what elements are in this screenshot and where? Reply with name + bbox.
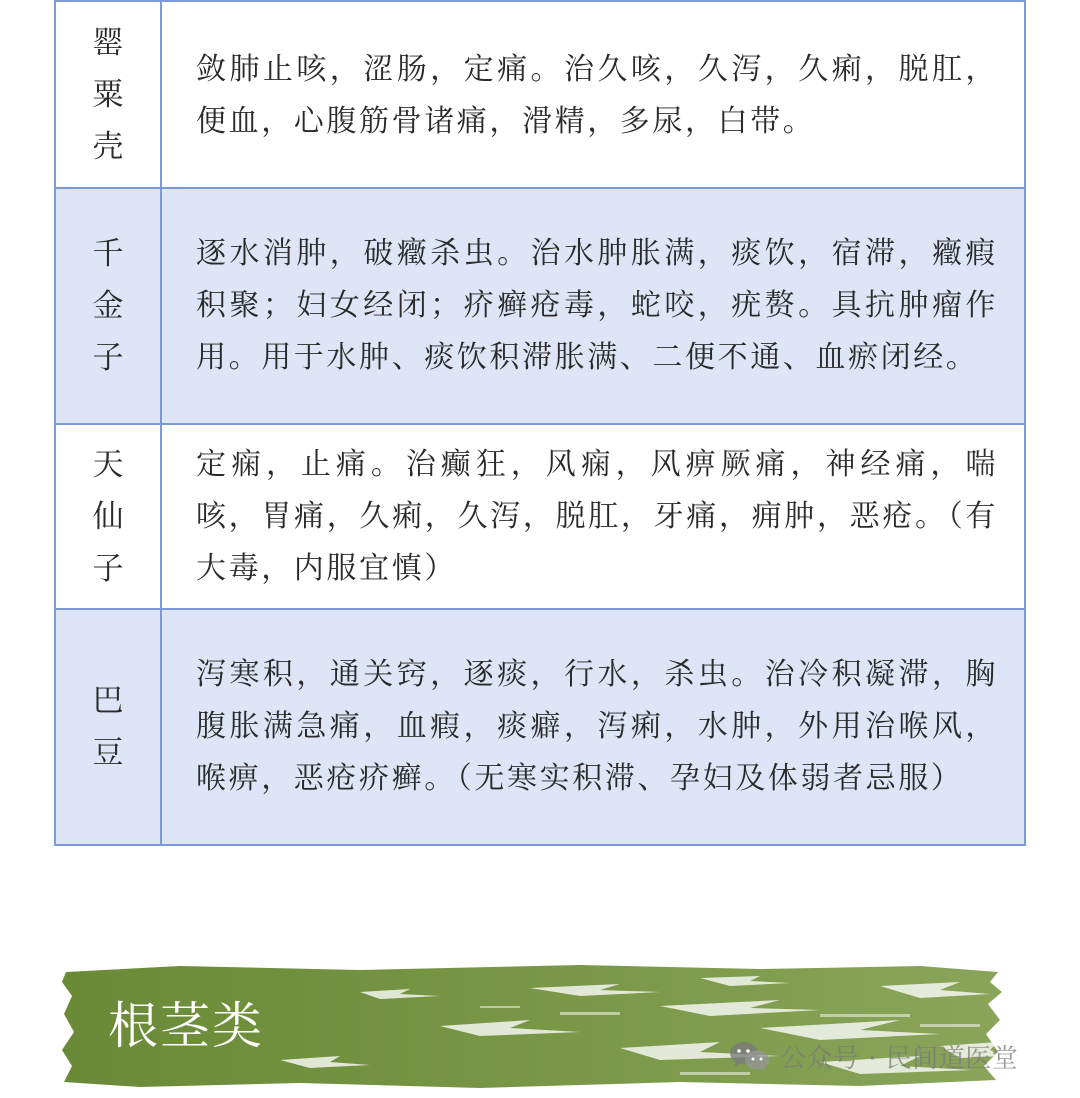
herb-name-cell — [55, 609, 161, 845]
herb-description: 泻寒积，通关窍，逐痰，行水，杀虫。治冷积凝滞，胸腹胀满急痛，血瘕，痰癖，泻痢，水肿，外用治喉风，喉痹，恶疮疥癣。（无寒实积滞、孕妇及体弱者忌服） — [196, 657, 998, 796]
watermark — [728, 1037, 1018, 1075]
table-row — [55, 424, 1025, 609]
watermark-text: 公众号 · 民间道医堂 — [780, 1043, 1019, 1074]
table-row — [55, 609, 1025, 845]
herb-description-cell — [161, 1, 1025, 188]
wechat-icon — [728, 1039, 772, 1073]
herb-name: 天仙子 — [92, 446, 124, 587]
table-row — [55, 188, 1025, 424]
herb-description-cell — [161, 188, 1025, 424]
herb-name: 罂粟壳 — [92, 24, 124, 165]
section-title: 根茎类 — [108, 997, 264, 1055]
herb-description: 逐水消肿，破癥杀虫。治水肿胀满，痰饮，宿滞，癥瘕积聚；妇女经闭；疥癣疮毒，蛇咬，疣赘。具抗肿瘤作用。用于水肿、痰饮积滞胀满、二便不通、血瘀闭经。 — [196, 236, 998, 375]
herb-description-cell — [161, 609, 1025, 845]
table-row — [55, 1, 1025, 188]
herb-table — [54, 0, 1026, 846]
herb-description: 定痫，止痛。治癫狂，风痫，风痹厥痛，神经痛，喘咳，胃痛，久痢，久泻，脱肛，牙痛，痈肿，恶疮。（有大毒，内服宜慎） — [196, 446, 998, 586]
herb-description-cell — [161, 424, 1025, 609]
herb-name-cell — [55, 424, 161, 609]
herb-name: 千金子 — [92, 236, 124, 376]
herb-name-cell — [55, 1, 161, 188]
herb-description: 敛肺止咳，涩肠，定痛。治久咳，久泻，久痢，脱肛，便血，心腹筋骨诸痛，滑精，多尿，白带。 — [196, 51, 998, 139]
herb-name-cell — [55, 188, 161, 424]
herb-name: 巴豆 — [92, 683, 124, 771]
